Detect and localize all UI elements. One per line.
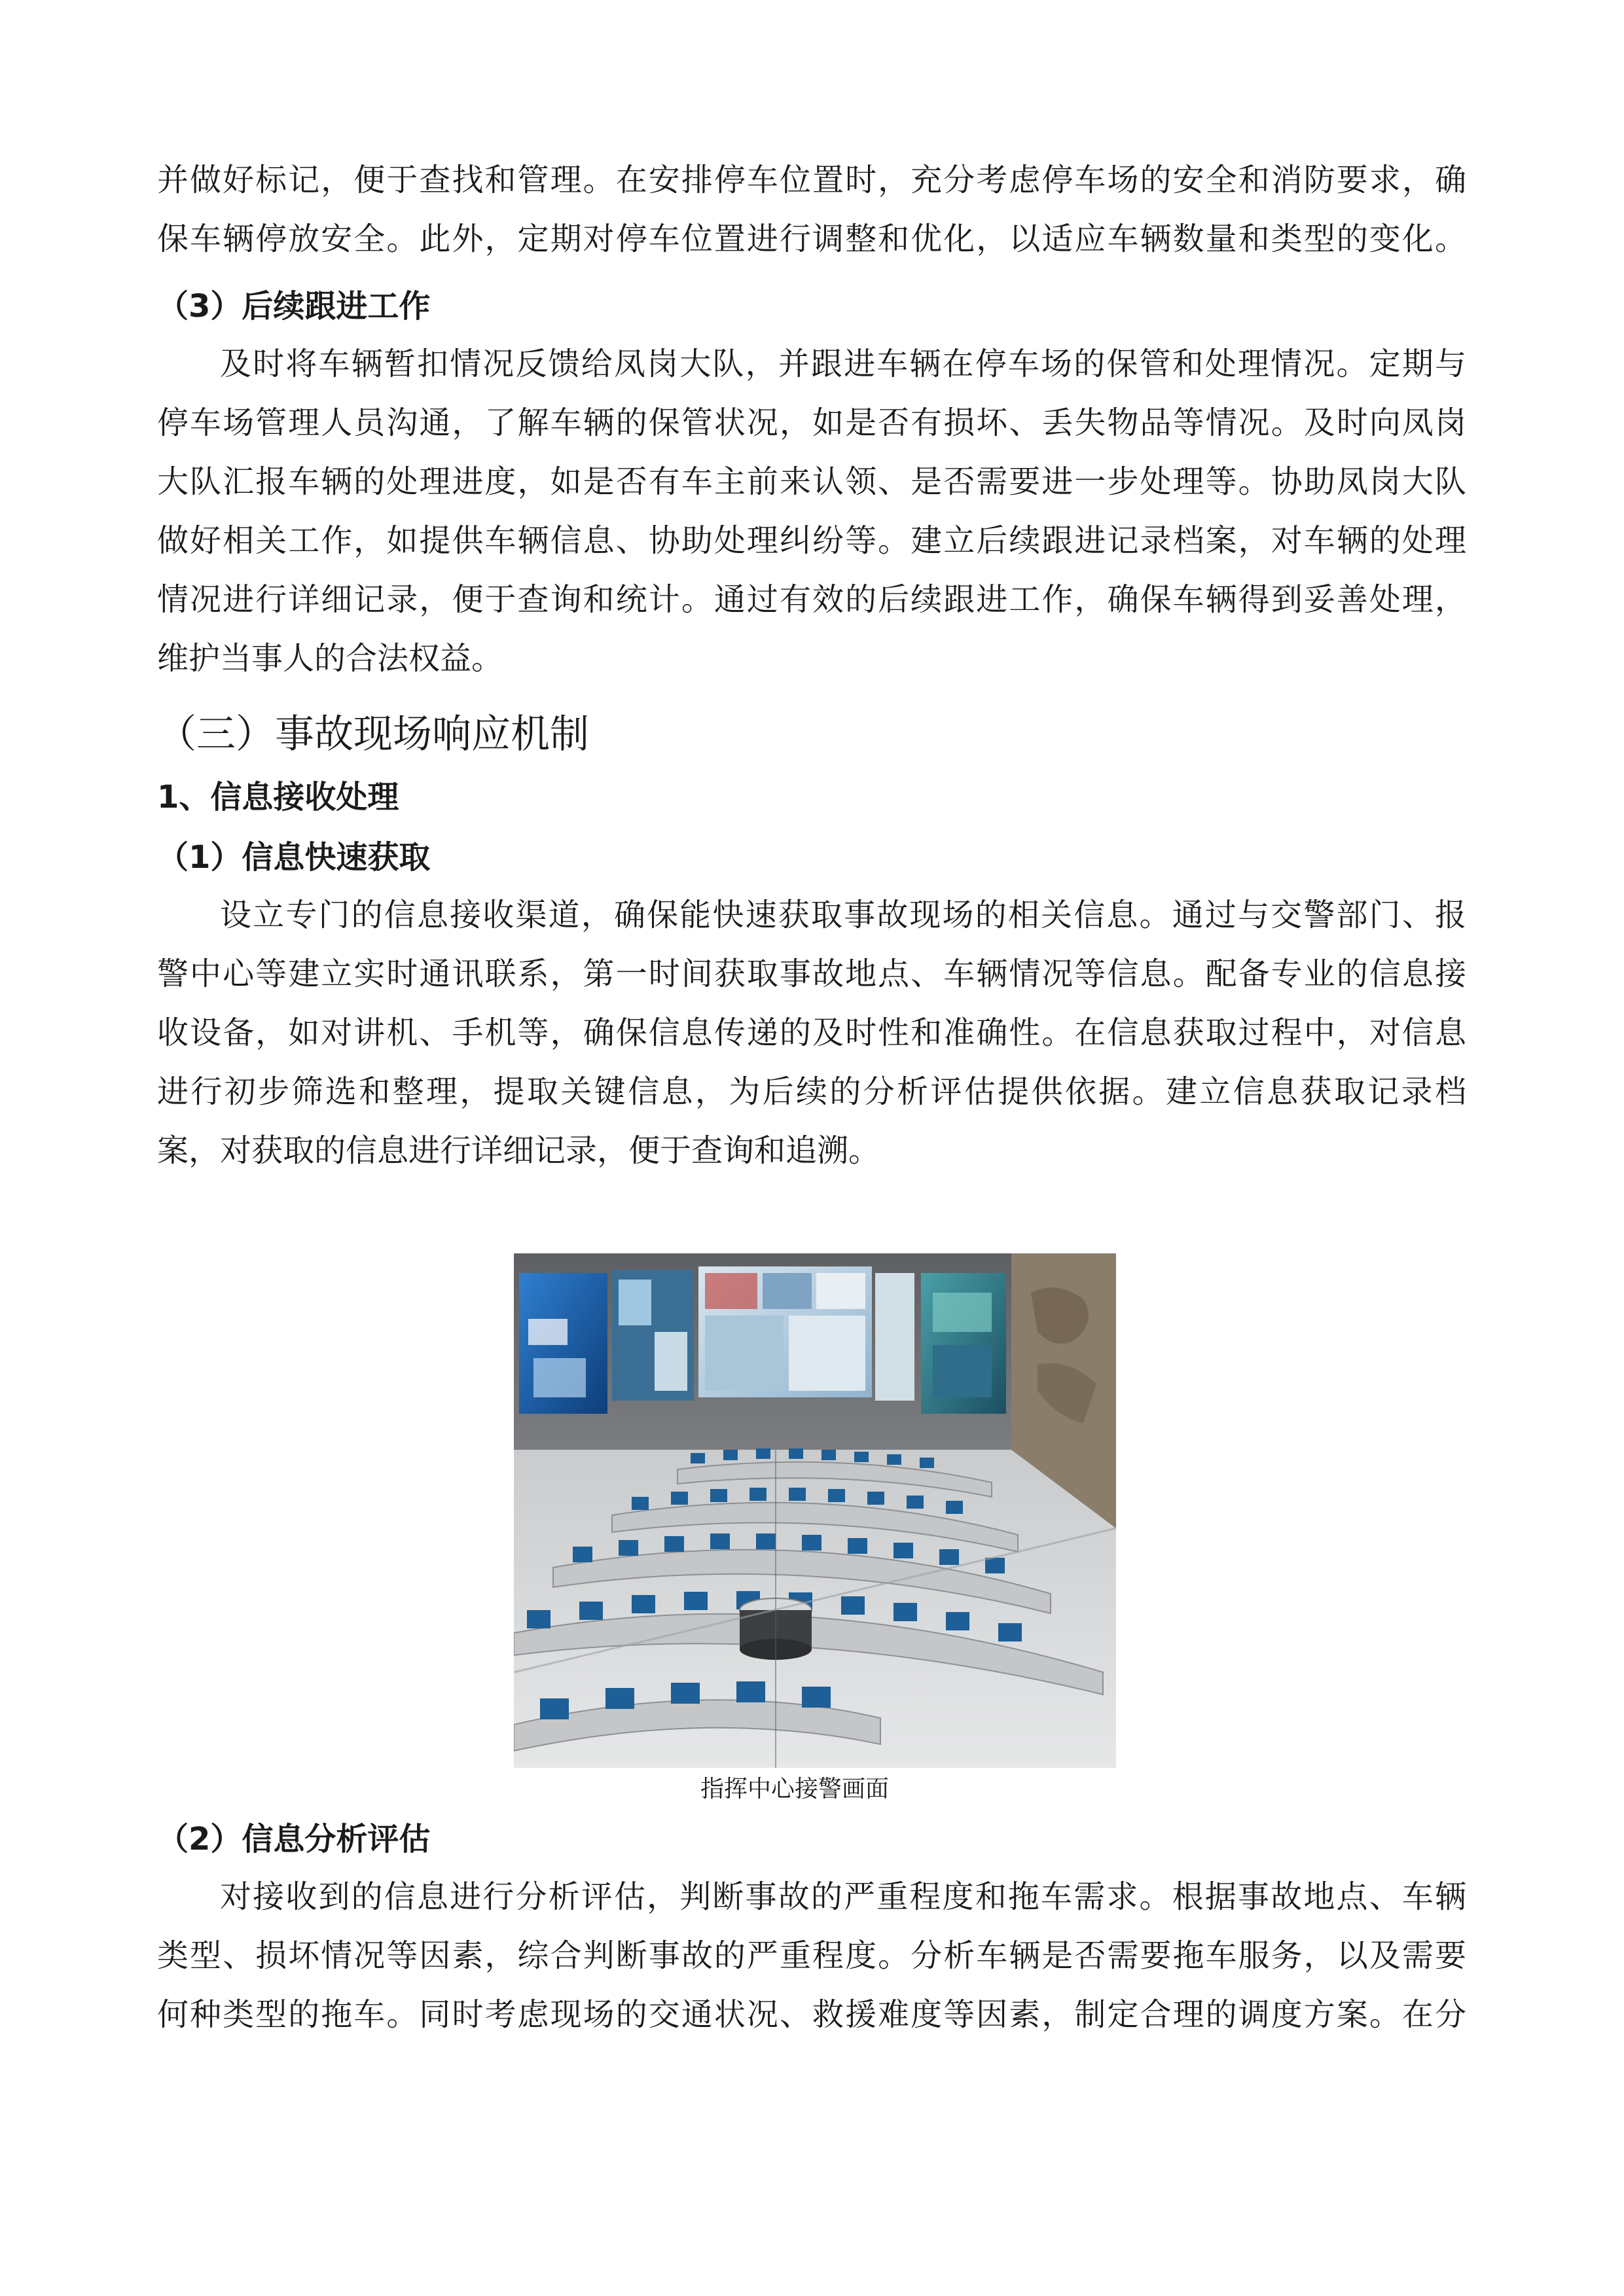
paragraph-line: 对接收到的信息进行分析评估，判断事故的严重程度和拖车需求。根据事故地点、车辆 — [220, 1878, 1466, 1915]
paragraph-line: 何种类型的拖车。同时考虑现场的交通状况、救援难度等因素，制定合理的调度方案。在分 — [157, 1996, 1466, 2033]
paragraph-line: 收设备，如对讲机、手机等，确保信息传递的及时性和准确性。在信息获取过程中，对信息 — [157, 1014, 1466, 1051]
paragraph-line: 类型、损坏情况等因素，综合判断事故的严重程度。分析车辆是否需要拖车服务，以及需要 — [157, 1937, 1466, 1974]
command-center-photo — [514, 1253, 1116, 1768]
paragraph-line: 做好相关工作，如提供车辆信息、协助处理纠纷等。建立后续跟进记录档案，对车辆的处理 — [157, 522, 1466, 559]
paragraph-line: 警中心等建立实时通讯联系，第一时间获取事故地点、车辆情况等信息。配备专业的信息接 — [157, 956, 1466, 992]
figure-caption: 指挥中心接警画面 — [700, 1776, 890, 1803]
subheading-info-acquire: （1）信息快速获取 — [157, 839, 431, 876]
paragraph-line: 及时将车辆暂扣情况反馈给凤岗大队，并跟进车辆在停车场的保管和处理情况。定期与 — [220, 346, 1466, 382]
paragraph-line: 并做好标记，便于查找和管理。在安排停车位置时，充分考虑停车场的安全和消防要求，确 — [157, 162, 1466, 198]
paragraph-line: 进行初步筛选和整理，提取关键信息，为后续的分析评估提供依据。建立信息获取记录档 — [157, 1073, 1466, 1110]
paragraph-line: 设立专门的信息接收渠道，确保能快速获取事故现场的相关信息。通过与交警部门、报 — [220, 897, 1466, 933]
paragraph-line: 情况进行详细记录，便于查询和统计。通过有效的后续跟进工作，确保车辆得到妥善处理， — [157, 581, 1466, 618]
paragraph-line: 大队汇报车辆的处理进度，如是否有车主前来认领、是否需要进一步处理等。协助凤岗大队 — [157, 463, 1466, 500]
paragraph-line: 维护当事人的合法权益。 — [157, 640, 503, 677]
subheading-follow-up: （3）后续跟进工作 — [157, 288, 431, 325]
subheading-info-analysis: （2）信息分析评估 — [157, 1821, 431, 1857]
section-heading: （三）事故现场响应机制 — [157, 711, 589, 757]
heading-info-receive: 1、信息接收处理 — [157, 779, 399, 816]
paragraph-line: 保车辆停放安全。此外，定期对停车位置进行调整和优化，以适应车辆数量和类型的变化。 — [157, 221, 1466, 257]
paragraph-line: 案，对获取的信息进行详细记录，便于查询和追溯。 — [157, 1132, 880, 1169]
paragraph-line: 停车场管理人员沟通，了解车辆的保管状况，如是否有损坏、丢失物品等情况。及时向凤岗 — [157, 404, 1466, 441]
